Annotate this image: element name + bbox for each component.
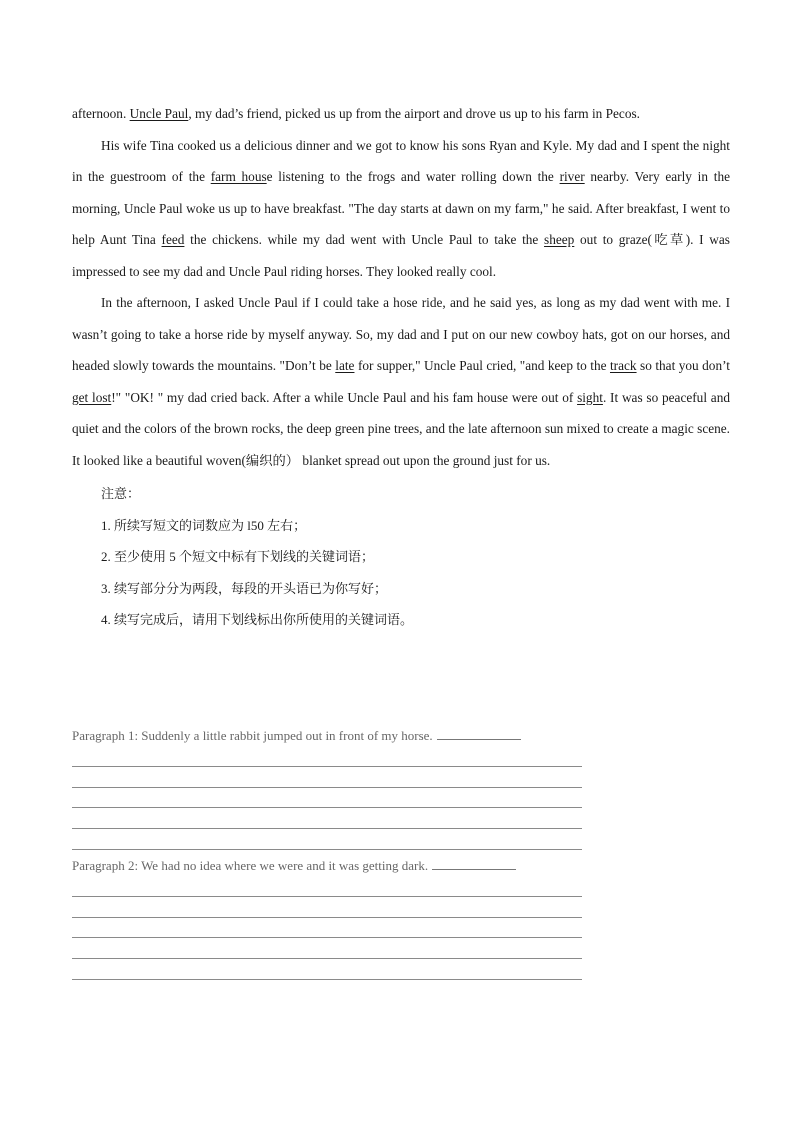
prompt-blank[interactable] — [432, 857, 516, 870]
paragraph-2-prompt-text: Paragraph 2: We had no idea where we were and it was getting dark. — [72, 857, 429, 873]
keyword-get-lost: get lost — [72, 389, 112, 405]
writing-line[interactable] — [72, 808, 582, 829]
text-run: the chickens. while my dad went with Uncle Paul to take the — [184, 232, 545, 247]
text-run: . It was so peaceful and quiet and the colors of the brown rocks, the deep green pine trees, and the late afternoon sun mixed to create a magic scene. It looked like a beautiful woven(编织的） blanket spread out upon the ground just for us. — [72, 389, 731, 468]
writing-line[interactable] — [72, 959, 582, 980]
paragraph-2-prompt — [72, 856, 582, 876]
text-run: for supper," Uncle Paul cried, "and keep to the — [354, 358, 610, 373]
writing-line[interactable] — [72, 897, 582, 918]
keyword-river: river — [559, 169, 585, 184]
note-item: 1. 所续写短文的词数应为 l50 左右； — [101, 517, 307, 533]
passage — [72, 98, 730, 636]
keyword-uncle-paul: Uncle Paul — [129, 106, 189, 121]
note-item: 2. 至少使用 5 个短文中标有下划线的关键词语； — [101, 549, 375, 564]
writing-line[interactable] — [72, 746, 582, 767]
text-run: !" "OK! " my dad cried back. After a while Uncle Paul and his fam house were out of — [111, 389, 578, 405]
notes-section — [72, 478, 730, 636]
passage-paragraph-2 — [72, 130, 730, 288]
keyword-track: track — [609, 358, 637, 373]
passage-paragraph-3 — [72, 287, 730, 476]
text-run: In the afternoon, I asked Uncle Paul if I could take a hose ride, and he said yes, as long as my dad went with me. I wasn’t going to take a horse ride by myself anyway. So, my dad and I put on our new cowboy hats, got on our horses, and headed slowly towards the mountains. "Don’t be — [72, 295, 730, 373]
text-run: His wife Tina cooked us a delicious dinner and we got to know his sons Ryan and Kyle. My dad and I spent the night in the guestroom of the — [72, 137, 730, 184]
keyword-late: late — [335, 358, 355, 373]
text-run: e listening to the frogs and water rolling down the — [266, 169, 560, 184]
writing-line[interactable] — [72, 788, 582, 809]
writing-line[interactable] — [72, 918, 582, 939]
writing-area — [72, 726, 582, 980]
notes-title: 注意： — [101, 486, 141, 501]
note-item: 3. 续写部分分为两段，每段的开头语已为你写好； — [101, 580, 388, 596]
writing-line[interactable] — [72, 876, 582, 897]
keyword-farm-house: farm hous — [210, 169, 267, 184]
keyword-sight: sight — [577, 389, 603, 405]
text-run: afternoon. — [72, 106, 130, 121]
text-run: out to graze(吃草). I was impressed to see my dad and Uncle Paul riding horses. They looked really cool. — [72, 232, 730, 279]
text-run: , my dad’s friend, picked us up from the airport and drove us up to his farm in Pecos. — [188, 106, 640, 121]
note-item: 4. 续写完成后，请用下划线标出你所使用的关键词语。 — [101, 612, 414, 627]
text-run: nearby. Very early in the morning, Uncle Paul woke us up to have breakfast. "The day starts at dawn on my farm," he said. After breakfast, I went to help Aunt Tina — [72, 169, 730, 247]
keyword-feed: feed — [161, 232, 185, 247]
writing-line[interactable] — [72, 938, 582, 959]
writing-line[interactable] — [72, 829, 582, 850]
paragraph-1-prompt — [72, 726, 582, 746]
text-run: so that you don’t — [636, 358, 730, 373]
paragraph-1-prompt-text: Paragraph 1: Suddenly a little rabbit jumped out in front of my horse. — [72, 728, 433, 743]
writing-line[interactable] — [72, 767, 582, 788]
passage-paragraph-1 — [72, 98, 730, 130]
keyword-sheep: sheep — [544, 232, 575, 247]
prompt-blank[interactable] — [437, 727, 521, 740]
